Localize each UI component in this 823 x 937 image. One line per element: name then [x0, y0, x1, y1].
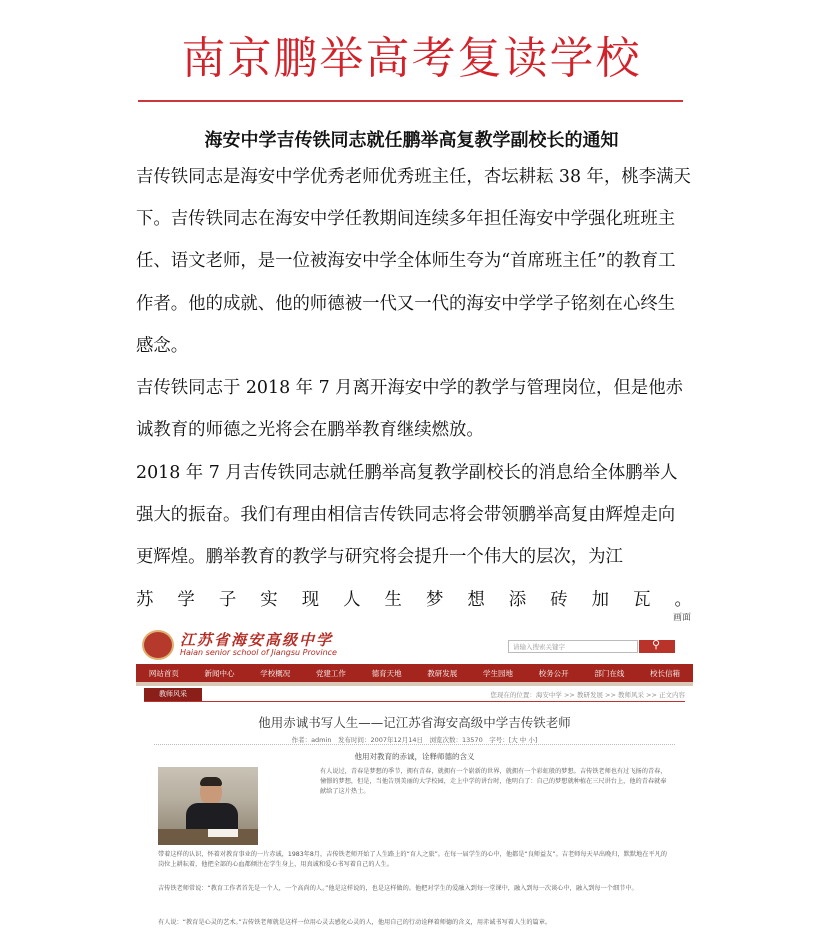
nav-item-7[interactable]: 校务公开: [538, 668, 569, 678]
last-line-char-4: 现: [301, 589, 320, 610]
embedded-webpage-screenshot: [136, 613, 693, 937]
article-text-4: 有人说：“教育是心灵的艺术。”吉传铁老师就是这样一位用心灵去感化心灵的人，他用自己的行动诠释着师德的含义，用赤诚书写着人生的篇章。: [158, 919, 552, 926]
article-subtitle: 他用对教育的赤诚，诠释师德的含义: [354, 752, 475, 761]
last-line-char-7: 梦: [425, 589, 444, 610]
nav-item-5[interactable]: 教研发展: [427, 668, 458, 678]
screenshot-label: 画面: [672, 613, 691, 623]
school-logo-icon: [142, 630, 174, 660]
article-text-1: 有人说过，青春是梦想的季节，拥有青春，就拥有一个崭新的世界，就拥有一个彩虹般的梦想。吉传铁老师也有过飞扬的青春，憧憬的梦想，但是，当他告别美丽的大学校园，走上中学的讲台时，他明白了：自己的梦想就种植在三尺讲台上，他的青春就奉献给了这片热土。: [320, 768, 667, 796]
article-text-3: 吉传铁老师常说：“教育工作者首先是一个人，一个高尚的人。”他是这样说的，也是这样做的。他把对学生的爱融入到每一堂课中，融入到每一次谈心中，融入到每一个细节中。: [158, 885, 638, 892]
search-input[interactable]: 请输入搜索关键字: [508, 640, 638, 653]
last-line-char-3: 实: [260, 589, 278, 610]
title-divider: [138, 100, 683, 102]
article-meta: 作者：admin 发布时间：2007年12月14日 浏览次数：13570 字号：[大 中 小]: [291, 736, 538, 744]
last-line-char-10: 砖: [550, 589, 568, 610]
article-text-2: 带着这样的认识，怀着对教育事业的一片赤诚，1983年8月，吉传铁老师开始了人生路上的“育人之旅”。在每一届学生的心中，他都是“良师益友”。吉老师每天早出晚归，默默地在平凡的岗位上耕耘着，他把全部的心血都倾注在学生身上，用真诚和爱心书写着自己的人生。: [158, 851, 667, 869]
last-line-char-0: 苏: [136, 589, 154, 610]
site-nav: [136, 664, 693, 682]
school-name: 江苏省海安高级中学: [180, 631, 334, 649]
page-title: 南京鹏举高考复读学校: [181, 33, 642, 84]
paragraph-2: 吉传铁同志于 2018 年 7 月离开海安中学的教学与管理岗位，但是他赤诚教育的师德之光将会在鹏举教育继续燃放。: [136, 378, 683, 441]
last-line-char-5: 人: [343, 589, 361, 610]
nav-item-1[interactable]: 新闻中心: [204, 668, 235, 678]
last-line-char-8: 想: [467, 589, 485, 610]
last-line-char-2: 子: [218, 589, 237, 610]
paragraph-3-last-line: [136, 579, 692, 621]
section-divider: [144, 701, 685, 702]
section-tab[interactable]: 教师风采: [144, 688, 202, 701]
last-line-char-1: 学: [177, 589, 195, 610]
last-line-char-12: 瓦: [633, 589, 651, 610]
school-name-en: Haian senior school of Jiangsu Province: [180, 648, 337, 657]
breadcrumb: 您现在的位置：海安中学 >> 教研发展 >> 教师风采 >> 正文内容: [490, 691, 685, 699]
photo-paper: [208, 829, 238, 837]
paragraph-3: [136, 452, 692, 621]
meta-divider: [154, 744, 675, 745]
banner-strip: [136, 682, 693, 686]
photo-hair: [200, 777, 222, 786]
last-line-char-6: 生: [384, 589, 402, 610]
nav-item-3[interactable]: 党建工作: [315, 668, 346, 678]
nav-item-8[interactable]: 部门在线: [594, 668, 625, 678]
article-title: 他用赤诚书写人生——记江苏省海安高级中学吉传铁老师: [258, 715, 571, 730]
last-line-char-13: 。: [674, 589, 692, 610]
site-header: [136, 628, 693, 662]
nav-item-6[interactable]: 学生园地: [482, 668, 513, 678]
last-line-char-11: 加: [591, 589, 610, 610]
teacher-photo: [158, 767, 258, 845]
paragraph-1: 吉传铁同志是海安中学优秀老师优秀班主任，杏坛耕耘 38 年，桃李满天下。吉传铁同志在海安中学任教期间连续多年担任海安中学强化班班主任、语文老师，是一位被海安中学全体师生夸为“首席班主任”的教育工作者。他的成就、他的师德被一代又一代的海安中学学子铭刻在心终生感念。: [136, 167, 691, 356]
paragraph-3-body: 2018 年 7 月吉传铁同志就任鹏举高复教学副校长的消息给全体鹏举人强大的振奋。我们有理由相信吉传铁同志将会带领鹏举高复由辉煌走向更辉煌。鹏举教育的教学与研究将会提升一个伟大的层次，为江: [136, 463, 678, 568]
search-icon[interactable]: [639, 640, 675, 653]
nav-item-9[interactable]: 校长信箱: [650, 668, 681, 678]
nav-item-0[interactable]: 网站首页: [148, 668, 179, 678]
nav-item-4[interactable]: 德育天地: [371, 668, 402, 678]
nav-item-2[interactable]: 学校概况: [260, 668, 291, 678]
last-line-char-9: 添: [508, 589, 527, 610]
article-headline: 海安中学吉传铁同志就任鹏举高复教学副校长的通知: [204, 130, 619, 151]
